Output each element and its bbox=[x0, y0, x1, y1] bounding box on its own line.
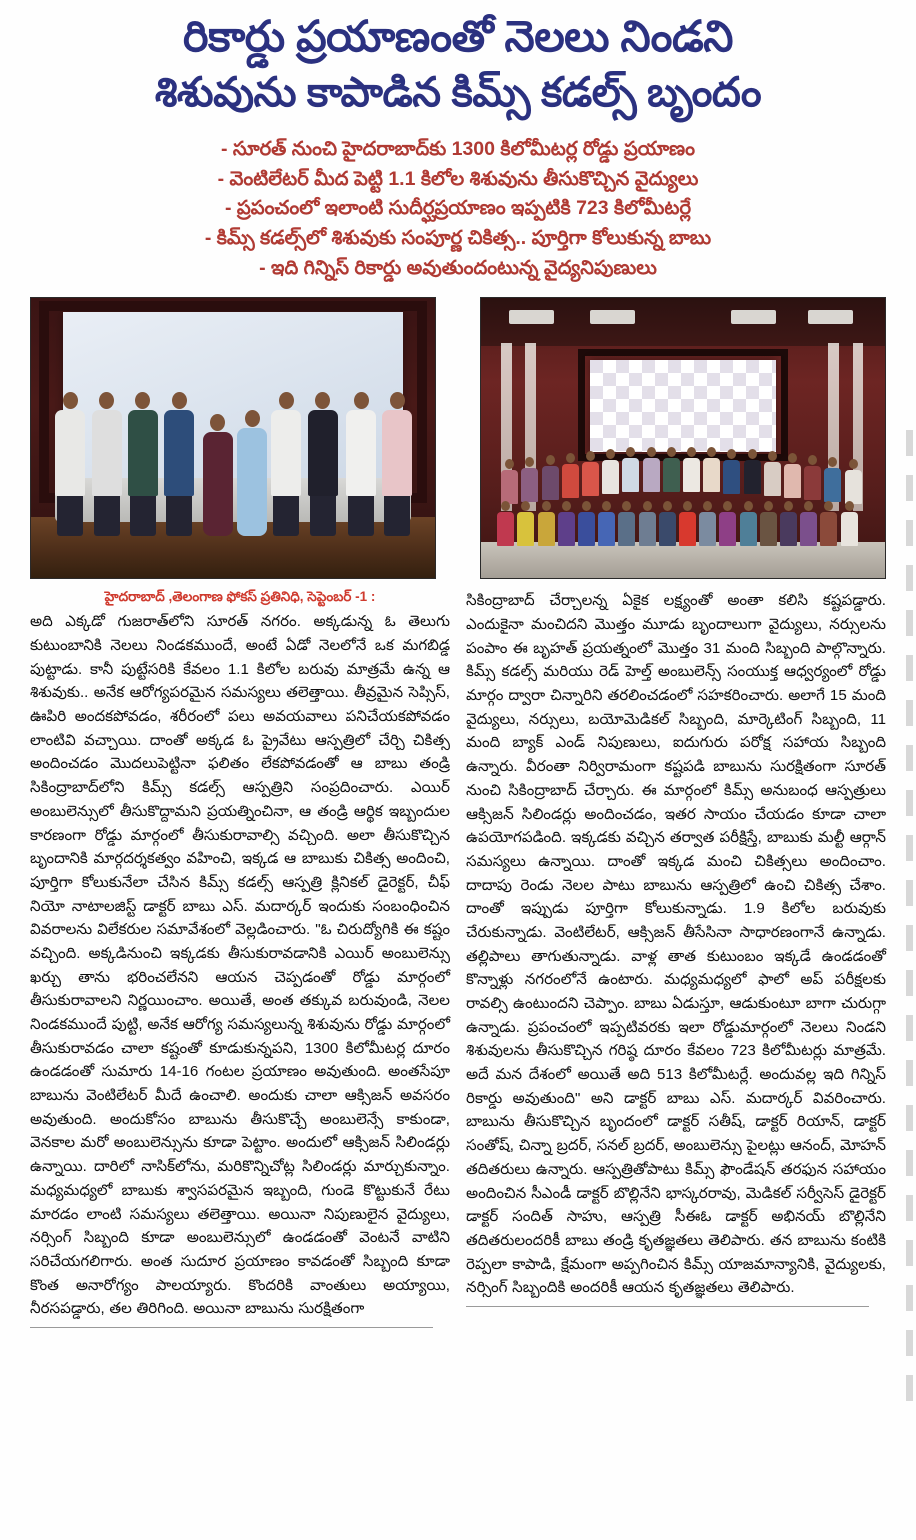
subhead-item-3: - ప్రపంచంలో ఇలాంటి సుదీర్ఘప్రయాణం ఇప్పటికి 723 కిలోమీటర్లే bbox=[224, 197, 692, 220]
people-group-right bbox=[481, 388, 885, 550]
column-left bbox=[30, 589, 450, 1328]
photo-right-large-group bbox=[480, 297, 886, 579]
column-rule bbox=[30, 1327, 433, 1328]
column-right bbox=[466, 589, 886, 1328]
headline-block bbox=[0, 0, 916, 119]
article-columns bbox=[0, 589, 916, 1328]
subhead-item-5: - ఇది గిన్నిస్ రికార్డు అవుతుందంటున్న వైద్యనిపుణులు bbox=[259, 256, 657, 279]
photo-row bbox=[0, 297, 916, 579]
subhead-item-1: - సూరత్ నుంచి హైదరాబాద్‌కు 1300 కిలోమీటర్ల రోడ్డు ప్రయాణం bbox=[220, 138, 696, 161]
ceiling-light bbox=[590, 310, 634, 324]
subhead-item-2: - వెంటిలేటర్ మీద పెట్టి 1.1 కిలోల శిశువును తీసుకొచ్చిన వైద్యులు bbox=[217, 167, 699, 190]
page-edge-marks bbox=[906, 430, 914, 1440]
article-body-left: అది ఎక్కడో గుజరాత్‌లోని సూరత్ నగరం. అక్కడున్న ఓ తెలుగు కుటుంబానికి నెలలు నిండకముందే, అంటే ఏడో నెలలోనే ఒక మగబిడ్డ పుట్టాడు. కానీ పుట్టేసరికి కేవలం 1.1 కిలోల బరువు మాత్రమే ఉన్న ఆ శిశువుకు.. అనేక ఆరోగ్యపరమైన సమస్యలు తలెత్తాయి. తీవ్రమైన సెప్సిస్, ఊపిరి అందకపోవడం, శరీరంలో పలు అవయవాలు పనిచేయకపోవడం లాంటివి వచ్చాయి. దాంతో అక్కడ ఓ ప్రైవేటు ఆస్పత్రిలో చేర్చి చికిత్స అందించడం మొదలుపెట్టినా ఫలితం లేకపోవడంతో ఆ బాబు తండ్రి సికింద్రాబాద్‌లోని కిమ్స్ కడల్స్ ఆస్పత్రిని సంప్రదించారు. ఎయిర్ అంబులెన్సులో తీసుకొద్దామని ప్రయత్నించినా, ఆ తండ్రి ఆర్థిక ఇబ్బందుల కారణంగా రోడ్డు మార్గంలో తీసుకురావాల్సి వచ్చింది. అలా తీసుకొచ్చిన బృందానికి మార్గదర్శకత్వం వహించి, ఇక్కడ ఆ బాబుకు చికిత్స అందించి, పూర్తిగా కోలుకునేలా చేసిన కిమ్స్ కడల్స్ ఆస్పత్రి క్లినికల్ డైరెక్టర్, చీఫ్ నియో నాటాలజిస్ట్ డాక్టర్ బాబు ఎస్. మదార్కర్ ఇందుకు సంబంధించిన వివరాలను విలేకరుల సమావేశంలో వెల్లడించారు. "ఓ చిరుద్యోగికి ఈ కష్టం వచ్చింది. అక్కడినుంచి ఇక్కడకు తీసుకురావడానికి ఎయిర్ అంబులెన్సు ఖర్చు తాను భరించలేనని ఆయన చెప్పడంతో రోడ్డు మార్గంలో తీసుకురావాలని నిర్ణయించాం. అయితే, అంత తక్కువ బరువుండి, నెలల నిండకముందే పుట్టి, అనేక ఆరోగ్య సమస్యలున్న శిశువును రోడ్డు మార్గంలో తీసుకురావడం చాలా కష్టంతో కూడుకున్నపని, 1300 కిలోమీటర్ల దూరం ఉండడంతో సుమారు 14-16 గంటల ప్రయాణం అవుతుంది. అంతసేపూ బాబును వెంటిలేటర్ మీదే ఉంచాలి. అందుకు చాలా ఆక్సిజన్ అవసరం అవుతుంది. అందుకోసం బాబును తీసుకొచ్చే అంబులెన్సే కాకుండా, వెనకాల మరో అంబులెన్సును కూడా పెట్టాం. అందులో ఆక్సిజన్ సిలిండర్లు ఉన్నాయి. దారిలో నాసిక్‌లోను, మరికొన్నిచోట్ల సిలిండర్లు మార్చుకున్నాం. మధ్యమధ్యలో బాబుకు శ్వాసపరమైన ఇబ్బంది, గుండె కొట్టుకునే రేటు మారడం లాంటి సమస్యలు తలెత్తాయి. అయినా నిపుణులైన వైద్యులు, నర్సింగ్ సిబ్బంది కూడా అంబులెన్సులో ఉండడంతో వెంటనే వాటిని సరిచేయగలిగారు. అంత సుదూర ప్రయాణం కావడంతో సిబ్బంది కూడా కొంత అనారోగ్యం పాలయ్యారు. కొందరికి వాంతులు అయ్యాయి, నీరసపడ్డారు, తల తిరిగింది. అయినా బాబును సురక్షితంగా bbox=[30, 613, 450, 1318]
subhead-block bbox=[0, 135, 916, 283]
dateline: హైదరాబాద్ ,తెలంగాణ ఫోకస్ ప్రతినిధి, సెప్టెంబర్ -1 : bbox=[104, 589, 376, 605]
article-body-right: సికింద్రాబాద్ చేర్చాలన్న ఏకైక లక్ష్యంతో అంతా కలిసి కష్టపడ్డారు. ఎందుకైనా మంచిదని మొత్తం మూడు బృందాలుగా వైద్యులు, నర్సులను పంపాం ఈ బృహత్ ప్రయత్నంలో మొత్తం 31 మంది సిబ్బంది పాల్గొన్నారు. కిమ్స్ కడల్స్ మరియు రెడ్ హెల్త్ అంబులెన్స్ సంయుక్త ఆధ్వర్యంలో రోడ్డు మార్గం ద్వారా చిన్నారిని తరలించడంలో సహకరించారు. అలాగే 15 మంది వైద్యులు, నర్సులు, బయోమెడికల్ సిబ్బంది, మార్కెటింగ్ సిబ్బంది, 11 మంది బ్యాక్ ఎండ్ నిపుణులు, ఐదుగురు పరోక్ష సహాయ సిబ్బంది ఉన్నారు. వీరంతా నిర్విరామంగా కష్టపడి బాబును సురక్షితంగా సూరత్ నుంచి సికింద్రాబాద్ చేర్చారు. ఈ మార్గంలో కిమ్స్ అనుబంధ ఆస్పత్రులు ఆక్సిజన్ సిలిండర్లు అందించడం, ఇతర సాయం చేయడం కూడా చాలా ఉపయోగపడింది. ఇక్కడకు వచ్చిన తర్వాత పరీక్షిస్తే, బాబుకు మల్టీ ఆర్గాన్ సమస్యలు ఉన్నాయి. దాంతో ఇక్కడ మంచి చికిత్సలు అందించాం. దాదాపు రెండు నెలల పాటు బాబును ఆస్పత్రిలో ఉంచి చికిత్స చేశాం. దాంతో ఇప్పుడు పూర్తిగా కోలుకున్నాడు. 1.9 కిలోల బరువుకు చేరుకున్నాడు. వెంటిలేటర్, ఆక్సిజన్ తీసేసినా సాధారణంగానే ఉన్నాడు. తల్లిపాలు తాగుతున్నాడు. వాళ్ల తాత కుటుంబం ఇక్కడే ఉండడంతో కొన్నాళ్లు నగరంలోనే ఉంటారు. మధ్యమధ్యలో ఫాలో అప్ పరీక్షలకు రావల్సి ఉంటుందని చెప్పాం. బాబు ఏడుస్తూ, ఆడుకుంటూ బాగా చురుగ్గా ఉన్నాడు. ప్రపంచంలో ఇప్పటివరకు ఇలా రోడ్డుమార్గంలో నెలలు నిండని శిశువులను తీసుకొచ్చిన గరిష్ఠ దూరం కేవలం 723 కిలోమీటర్లు మాత్రమే. అదే మన దేశంలో అయితే అది 513 కిలోమీటర్లే. అందువల్ల ఇది గిన్నిస్ రికార్డు అవుతుంది" అని డాక్టర్ బాబు ఎస్. మదార్కర్ వివరించారు. బాబును తీసుకొచ్చిన బృందంలో డాక్టర్ సతీష్, డాక్టర్ రియాన్, డాక్టర్ సంతోష్, చిన్నా బ్రదర్, సనల్ బ్రదర్, అంబులెన్సు పైలట్లు ఆనంద్, మోహన్ తదితరులు ఉన్నారు. ఆస్పత్రితోపాటు కిమ్స్ ఫౌండేషన్ తరఫున సహాయం అందించిన సీఎండీ డాక్టర్ బొల్లినేని భాస్కరరావు, మెడికల్ సర్వీసెస్ డైరెక్టర్ డాక్టర్ సందిత్ సాహు, ఆస్పత్రి సీఈఓ డాక్టర్ అభినయ్ బొల్లినేని తదితరులందరికీ బాబు తండ్రి కృతజ్ఞతలు తెలిపారు. తన బాబును కంటికి రెప్పలా కాపాడి, క్షేమంగా అప్పగించిన కిమ్స్ యాజమాన్యానికి, వైద్యులకు, నర్సింగ్ సిబ్బందికి అందరికీ ఆయన కృతజ్ఞతలు తెలిపారు. bbox=[466, 592, 886, 1297]
headline-line-1: రికార్డు ప్రయాణంతో నెలలు నిండని bbox=[183, 13, 733, 61]
ceiling-light bbox=[731, 310, 775, 324]
photo-left-group-on-stage bbox=[30, 297, 436, 579]
column-rule bbox=[466, 1306, 869, 1307]
headline-line-2: శిశువును కాపాడిన కిమ్స్ కడల్స్ బృందం bbox=[154, 68, 762, 115]
people-group-left bbox=[31, 374, 435, 536]
ceiling-light bbox=[808, 310, 852, 324]
ceiling-light bbox=[509, 310, 553, 324]
subhead-item-4: - కిమ్స్ కడల్స్‌లో శిశువుకు సంపూర్ణ చికిత్స.. పూర్తిగా కోలుకున్న బాబు bbox=[204, 227, 712, 250]
